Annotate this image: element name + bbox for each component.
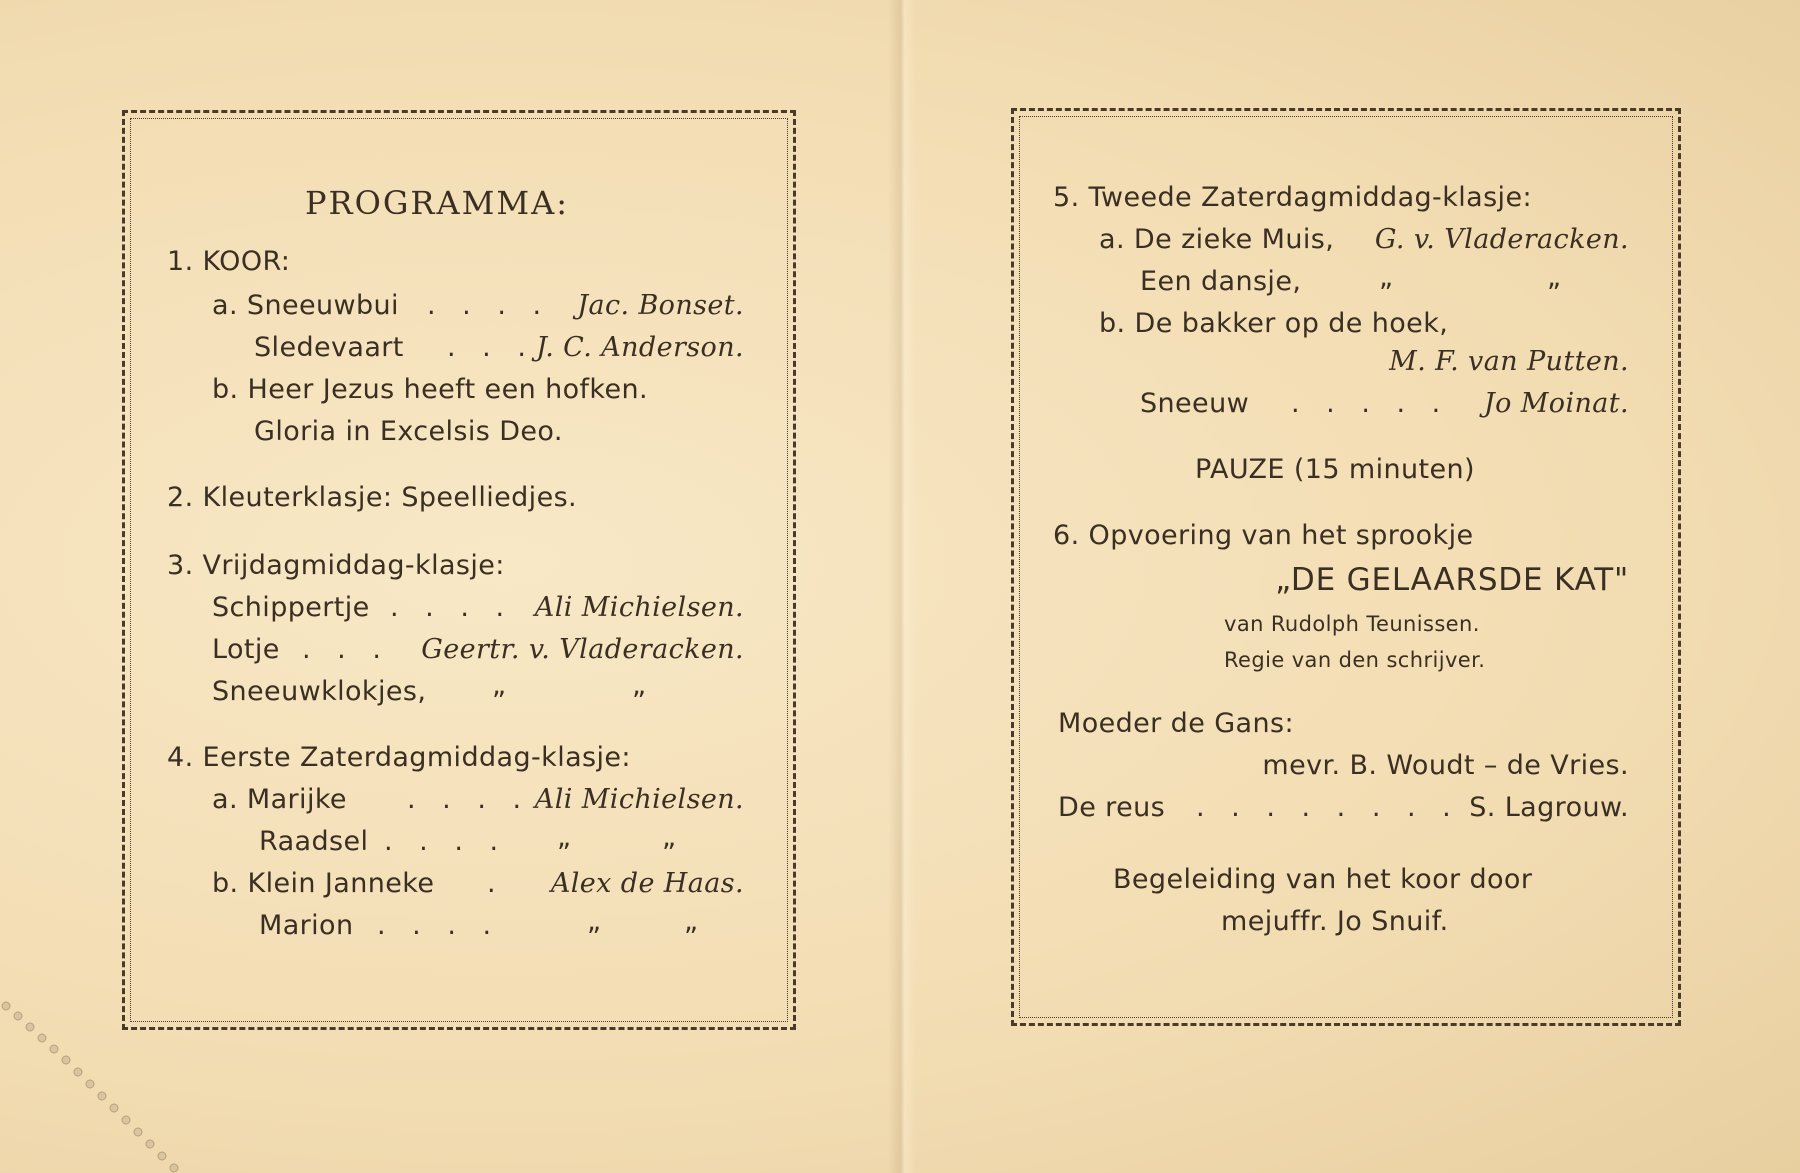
programme-heading: PROGRAMMA: xyxy=(305,184,570,222)
item5-a2-title: Een dansje, xyxy=(1140,266,1302,297)
item3-s1-author: Ali Michielsen. xyxy=(534,592,744,623)
item1-a-title: a. Sneeuwbui xyxy=(212,290,399,321)
item3-s2-author: Geertr. v. Vladeracken. xyxy=(421,634,744,665)
item1-label: 1. KOOR: xyxy=(167,246,291,277)
item5-b2-title: Sneeuw xyxy=(1140,388,1250,419)
right-page xyxy=(1011,108,1681,1026)
item3-s3-ditto-a: „ xyxy=(492,670,507,701)
item4-a2-ditto-b: „ xyxy=(662,822,677,853)
item1-a-dots: . . . . xyxy=(427,290,551,321)
item4-b2-title: Marion xyxy=(259,910,354,941)
item1-b2-title: Gloria in Excelsis Deo. xyxy=(254,416,563,447)
play-title: „DE GELAARSDE KAT" xyxy=(1275,562,1629,598)
item5-a2-ditto-b: „ xyxy=(1547,262,1562,293)
item3-label: 3. Vrijdagmiddag-klasje: xyxy=(167,550,505,581)
item1-a2-author: J. C. Anderson. xyxy=(536,332,744,363)
item4-b-author: Alex de Haas. xyxy=(550,868,744,899)
item4-b2-ditto-b: „ xyxy=(684,906,699,937)
item1-a2-title: Sledevaart xyxy=(254,332,404,363)
left-page xyxy=(122,110,796,1030)
item4-a-dots: . . . . xyxy=(407,784,531,815)
item3-s1-title: Schippertje xyxy=(212,592,370,623)
item1-a2-dots: . . . xyxy=(447,332,535,363)
accompaniment-line-1: Begeleiding van het koor door xyxy=(1113,864,1533,895)
item1-b-title: b. Heer Jezus heeft een hofken. xyxy=(212,374,648,405)
item1-a-author: Jac. Bonset. xyxy=(577,290,744,321)
item4-b-dots: . xyxy=(487,868,505,899)
item5-b-author: M. F. van Putten. xyxy=(1389,346,1629,377)
item2-label: 2. Kleuterklasje: Speelliedjes. xyxy=(167,482,578,513)
item4-a-author: Ali Michielsen. xyxy=(534,784,744,815)
item6-label: 6. Opvoering van het sprookje xyxy=(1053,520,1474,551)
play-direction: Regie van den schrijver. xyxy=(1224,648,1486,672)
item3-s3-title: Sneeuwklokjes, xyxy=(212,676,427,707)
item3-s2-title: Lotje xyxy=(212,634,280,665)
item4-a-title: a. Marijke xyxy=(212,784,347,815)
item3-s1-dots: . . . . xyxy=(390,592,514,623)
item4-a2-title: Raadsel xyxy=(259,826,369,857)
cast-role-2-dots: . . . . . . . . xyxy=(1196,792,1460,823)
play-author: van Rudolph Teunissen. xyxy=(1224,612,1480,636)
cast-role-1: Moeder de Gans: xyxy=(1058,708,1294,739)
item4-b-title: b. Klein Janneke xyxy=(212,868,435,899)
item4-a2-dots: . . . . xyxy=(384,826,508,857)
pause-label: PAUZE (15 minuten) xyxy=(1195,454,1475,485)
item3-s3-ditto-b: „ xyxy=(632,670,647,701)
item4-b2-dots: . . . . xyxy=(377,910,501,941)
item5-b2-author: Jo Moinat. xyxy=(1483,388,1629,419)
item5-b-title: b. De bakker op de hoek, xyxy=(1099,308,1449,339)
cast-role-2: De reus xyxy=(1058,792,1166,823)
item3-s2-dots: . . . xyxy=(302,634,390,665)
item4-label: 4. Eerste Zaterdagmiddag-klasje: xyxy=(167,742,631,773)
center-fold xyxy=(888,0,916,1173)
item4-b2-ditto-a: „ xyxy=(587,906,602,937)
item5-a-title: a. De zieke Muis, xyxy=(1099,224,1335,255)
item5-b2-dots: . . . . . xyxy=(1291,388,1450,419)
item4-a2-ditto-a: „ xyxy=(557,822,572,853)
item5-a2-ditto-a: „ xyxy=(1379,262,1394,293)
cast-actor-2: S. Lagrouw. xyxy=(1469,792,1629,823)
accompaniment-line-2: mejuffr. Jo Snuif. xyxy=(1221,906,1449,937)
item5-a-author: G. v. Vladeracken. xyxy=(1374,224,1629,255)
item5-label: 5. Tweede Zaterdagmiddag-klasje: xyxy=(1053,182,1532,213)
cast-actor-1: mevr. B. Woudt – de Vries. xyxy=(1262,750,1629,781)
